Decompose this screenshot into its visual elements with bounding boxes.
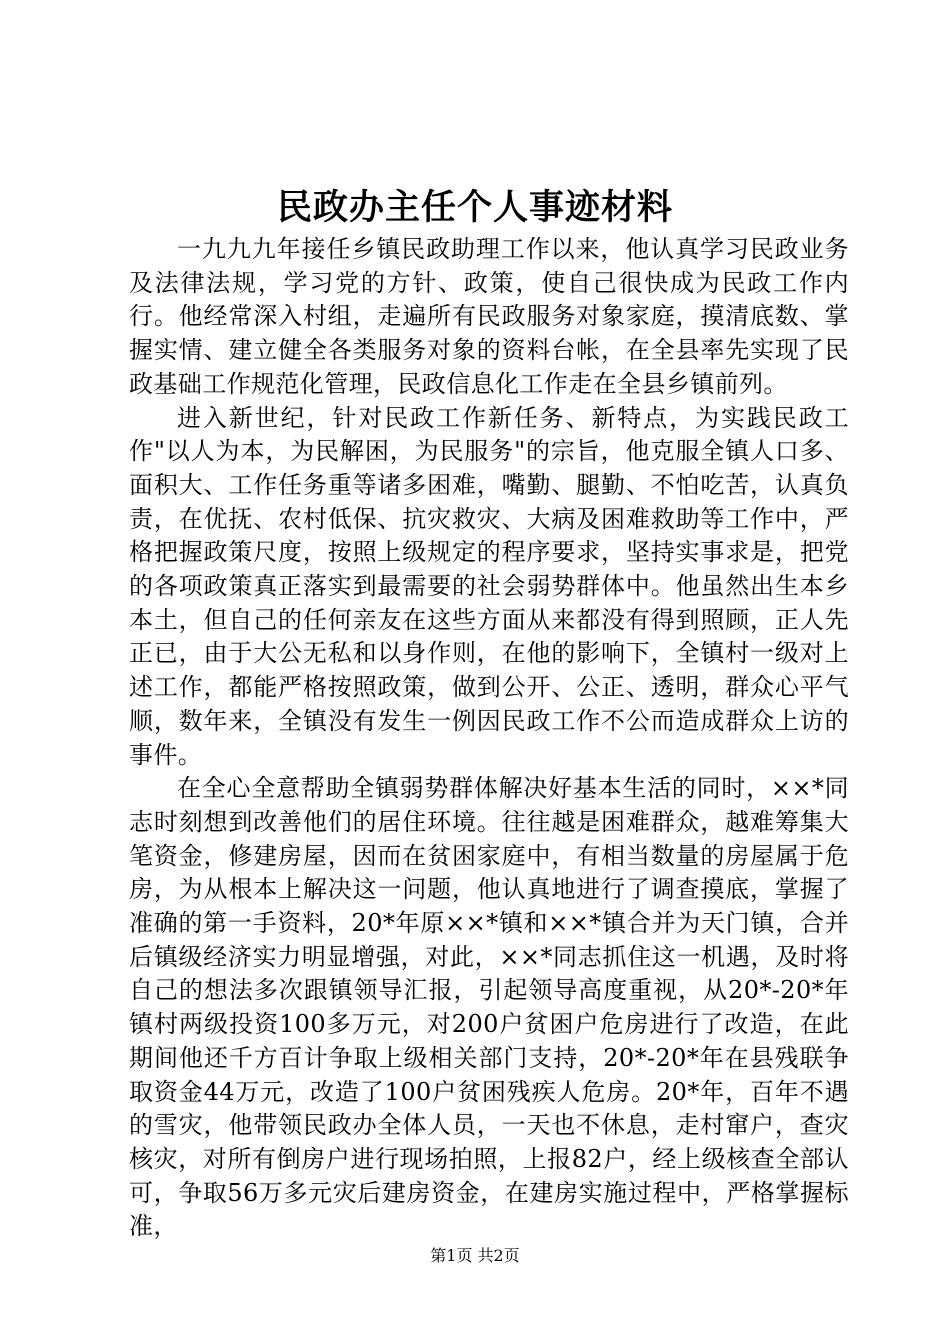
paragraph-3: 在全心全意帮助全镇弱势群体解决好基本生活的同时，××*同志时刻想到改善他们的居住环境。往往越是困难群众，越难筹集大笔资金，修建房屋，因而在贫困家庭中，有相当数量的房屋属于危房，为从根本上解决这一问题，他认真地进行了调查摸底，掌握了准确的第一手资料，20*年原××*镇和××*镇合并为天门镇，合并后镇级经济实力明显增强，对此，××*同志抓住这一机遇，及时将自己的想法多次跟镇领导汇报，引起领导高度重视，从20*-20*年镇村两级投资100多万元，对200户贫困户危房进行了改造，在此期间他还千方百计争取上级相关部门支持，20*-20*年在县残联争取资金44万元，改造了100户贫困残疾人危房。20*年，百年不遇的雪灾，他带领民政办全体人员，一天也不休息，走村窜户，查灾核灾，对所有倒房户进行现场拍照，上报82户，经上级核查全部认可，争取56万多元灾后建房资金，在建房实施过程中，严格掌握标准，: [129, 774, 849, 1241]
document-body: [129, 233, 849, 1244]
document-title: 民政办主任个人事迹材料: [276, 187, 673, 228]
page-footer: 第1页 共2页: [430, 1246, 520, 1265]
paragraph-1: 一九九九年接任乡镇民政助理工作以来，他认真学习民政业务及法律法规，学习党的方针、政策，使自己很快成为民政工作内行。他经常深入村组，走遍所有民政服务对象家庭，摸清底数、掌握实情、建立健全各类服务对象的资料台帐，在全县率先实现了民政基础工作规范化管理，民政信息化工作走在全县乡镇前列。: [129, 235, 849, 398]
paragraph-2: 进入新世纪，针对民政工作新任务、新特点，为实践民政工作"以人为本，为民解困，为民服务"的宗旨，他克服全镇人口多、面积大、工作任务重等诸多困难，嘴勤、腿勤、不怕吃苦，认真负责，在优抚、农村低保、抗灾救灾、大病及困难救助等工作中，严格把握政策尺度，按照上级规定的程序要求，坚持实事求是，把党的各项政策真正落实到最需要的社会弱势群体中。他虽然出生本乡本土，但自己的任何亲友在这些方面从来都没有得到照顾，正人先正已，由于大公无私和以身作则，在他的影响下，全镇村一级对上述工作，都能严格按照政策，做到公开、公正、透明，群众心平气顺，数年来，全镇没有发生一例因民政工作不公而造成群众上访的事件。: [129, 403, 849, 769]
